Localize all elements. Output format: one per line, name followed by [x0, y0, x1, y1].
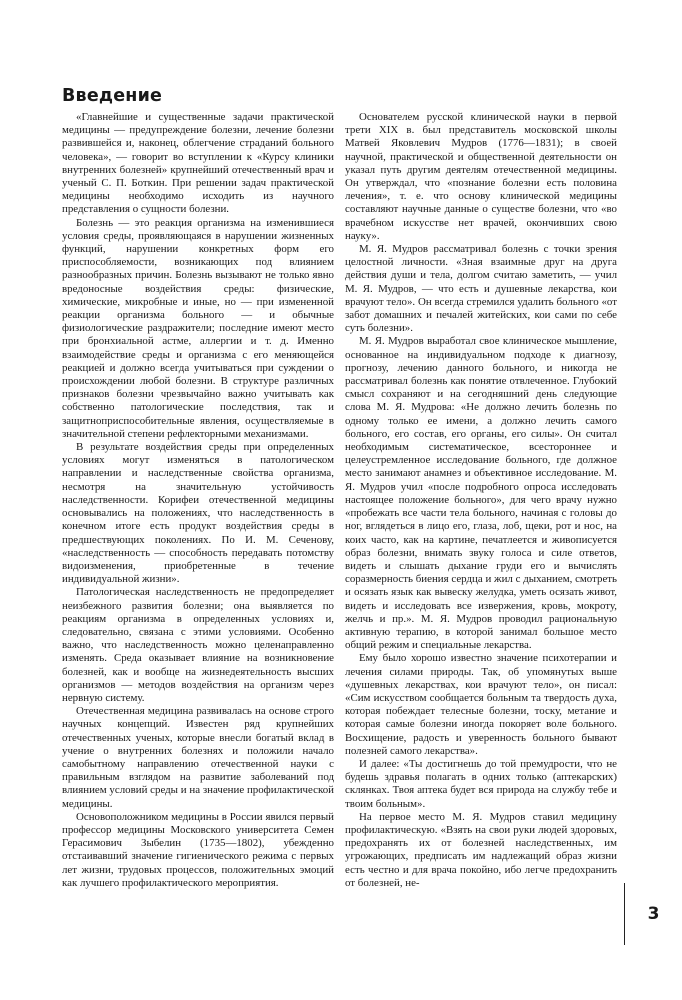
paragraph: Ему было хорошо известно значение психотерапии и лечения силами природы. Так, об упомянутых выше «душевных лекарствах, кои врачуют тело», он писал: «Сим искусством сообщается больным та твердость духа, которая побеждает телесные болезни, тоску, метание и которая самые болезни иногда покоряет воле больного. Восхищение, радость и уверенность больного бывают полезней самого лекарства».	[345, 652, 617, 757]
paragraph: «Главнейшие и существенные задачи практической медицины — предупреждение болезни, лечение болезни развившейся и, наконец, облегчение страданий больного человека», — говорит во вступлении к «Курсу клиники внутренних болезней» крупнейший отечественный врач и ученый С. П. Боткин. При решении задач практической медицины необходимо исходить из научного представления о сущности болезни.	[62, 111, 334, 216]
paragraph: Основателем русской клинической науки в первой трети XIX в. был представитель московской школы Матвей Яковлевич Мудров (1776—1831); в своей научной, практической и общественной деятельности он указал путь другим деятелям отечественной медицины. Он утверждал, что «познание болезни есть половина лечения», т. е. что основу клинической медицины составляют научные данные о существе болезни, что «во врачебном искусстве нет врачей, окончивших свою науку».	[345, 111, 617, 242]
paragraph: В результате воздействия среды при определенных условиях могут изменяться в патологическом направлении и наследственные свойства организма, несмотря на значительную устойчивость наследственности. Корифеи отечественной медицины основывались на положениях, что наследственность в конечном итоге есть продукт воздействия среды в предшествующих поколениях. По И. М. Сеченову, «наследственность — способность передавать потомству видоизменения, приобретенные в течение индивидуальной жизни».	[62, 441, 334, 586]
paragraph: М. Я. Мудров рассматривал болезнь с точки зрения целостной личности. «Зная взаимные друг на друга действия души и тела, долгом считаю заметить, — учил М. Я. Мудров, — что есть и душевные лекарства, кои врачуют тело». Он всегда стремился удалить больного «от забот домашних и печалей житейских, кои сами по себе суть болезни».	[345, 243, 617, 335]
paragraph: На первое место М. Я. Мудров ставил медицину профилактическую. «Взять на свои руки людей здоровых, предохранять их от болезней наследственных, им угрожающих, предписать им надлежащий образ жизни есть честно и для врача покойно, ибо легче предохранить от болезней, не-	[345, 810, 617, 889]
paragraph: И далее: «Ты достигнешь до той премудрости, что не будешь здравья полагать в одних только (аптекарских) склянках. Твоя аптека будет вся природа на службу тебе и твоим больным».	[345, 757, 617, 810]
paragraph: Основоположником медицины в России явился первый профессор медицины Московского университета Семен Герасимович Зыбелин (1735—1802), убежденно отстаивавший значение гигиенического режима с первых лет жизни, трудовых процессов, положительных эмоций как лучшего профилактического мероприятия.	[62, 810, 334, 889]
right-column	[345, 111, 617, 890]
paragraph: М. Я. Мудров выработал свое клиническое мышление, основанное на индивидуальном подходе к диагнозу, прогнозу, лечению данного больного, и никогда не рассматривал болезнь как понятие отвлеченное. Глубокий смысл сохраняют и на сегодняшний день следующие слова М. Я. Мудрова: «Не должно лечить болезнь по одному только ее имени, а должно лечить самого больного, его состав, его органы, его силы». Он считал необходимым систематическое, всестороннее и целеустремленное исследование больного, где должное место занимают анамнез и объективное исследование. М. Я. Мудров учил «после подробного опроса исследовать настоящее положение больного», для чего врачу нужно «пробежать все части тела больного, начиная с головы до ног, вглядеться в лицо его, глаза, лоб, щеки, рот и нос, на коих часто, как на картине, печатлеется и живописуется образ болезни, внимать звуку голоса и силе ответов, видеть и слышать дыхание груди его и вычислять соразмерность биения сердца и жил с дыханием, смотреть и осязать язык как вывеску желудка, уметь осязать живот, видеть и исследовать все извержения, кровь, мокроту, желчь и пр.». М. Я. Мудров проводил рациональную активную терапию, в которой занимал большое место общий режим и специальные лекарства.	[345, 335, 617, 652]
paragraph: Патологическая наследственность не предопределяет неизбежного развития болезни; она выявляется по реакциям организма в определенных условиях и, следовательно, связана с этими условиями. Особенно важно, что наследственность можно целенаправленно изменять. Среда оказывает влияние на возникновение болезней, как и вообще на жизнедеятельность высших организмов — методов воздействия на организм через нервную систему.	[62, 586, 334, 704]
paragraph: Отечественная медицина развивалась на основе строго научных концепций. Известен ряд крупнейших отечественных ученых, которые внесли богатый вклад в учение о внутренних болезнях и положили начало самобытному направлению отечественной науки с правильным взглядом на развитие заболеваний под влиянием условий среды и на значение профилактической медицины.	[62, 705, 334, 810]
page-number: 3	[624, 883, 682, 945]
left-column	[62, 111, 334, 890]
section-heading: Введение	[62, 86, 163, 106]
paragraph: Болезнь — это реакция организма на изменившиеся условия среды, проявляющаяся в нарушении жизненных функций, нарушении конкретных форм его приспособляемости, возникающих под влиянием разнообразных причин. Болезнь вызывают не только явно вредоносные воздействия среды: физические, химические, микробные и иные, но — при измененной реакции организма больного — и обычные физиологические раздражители; последние имеют место при бронхиальной астме, аллергии и т. д. Именно взаимодействие среды и организма с его меняющейся реакцией и должно всегда учитываться при суждении о происхождении любой болезни. В структуре различных признаков болезни чрезвычайно важно учитывать как собственно патологические последствия, так и защитноприспособительные явления, осуществляемые в значительной степени рефлекторными механизмами.	[62, 216, 334, 440]
